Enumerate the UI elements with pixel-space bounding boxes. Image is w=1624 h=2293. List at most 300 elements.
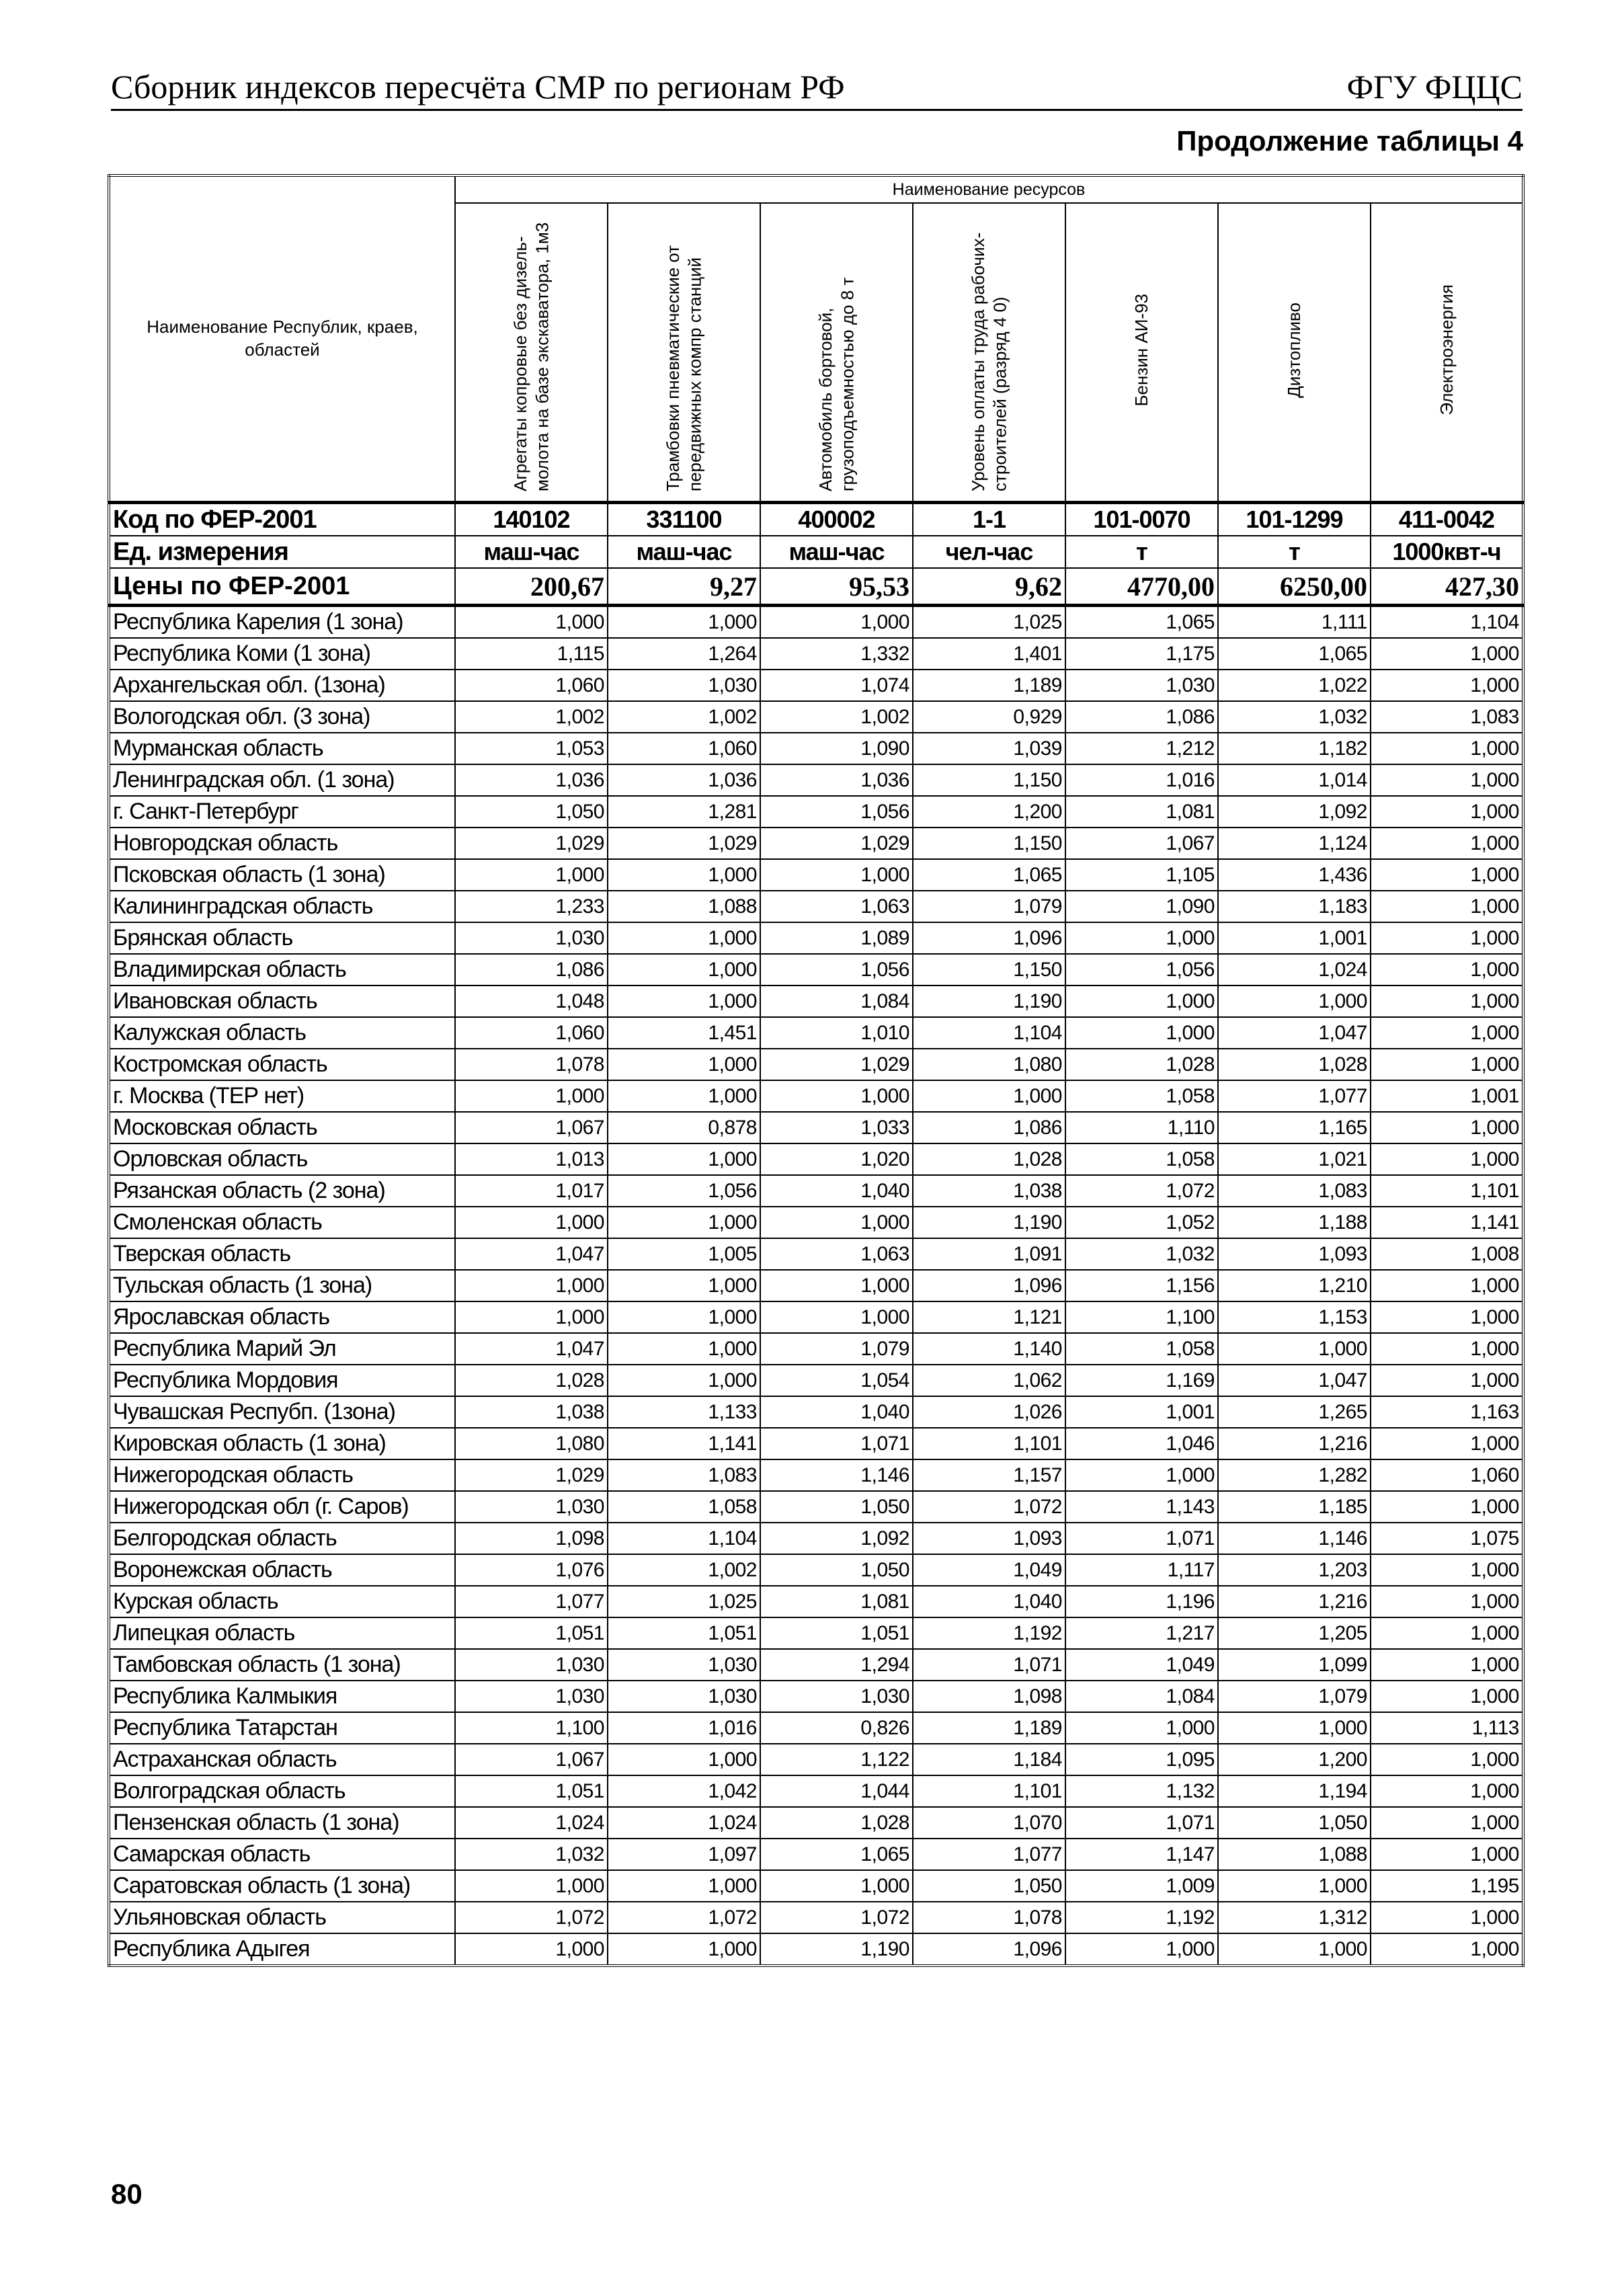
fer-price-row-value: 4770,00: [1065, 568, 1218, 606]
index-value-cell: 1,024: [455, 1807, 608, 1839]
table-row: [109, 1459, 1523, 1491]
table-row: [109, 1744, 1523, 1775]
table-row: [109, 828, 1523, 859]
region-name-cell: Республика Адыгея: [109, 1933, 455, 1966]
index-value-cell: 1,001: [1065, 1396, 1218, 1428]
index-value-cell: 1,030: [455, 1681, 608, 1712]
index-value-cell: 1,028: [913, 1143, 1065, 1175]
index-value-cell: 1,060: [455, 1017, 608, 1049]
index-value-cell: 1,216: [1218, 1428, 1371, 1459]
index-value-cell: 1,071: [1065, 1807, 1218, 1839]
region-name-cell: г. Москва (ТЕР нет): [109, 1080, 455, 1112]
region-name-cell: Архангельская обл. (1зона): [109, 670, 455, 701]
index-value-cell: 1,028: [455, 1365, 608, 1396]
index-value-cell: 1,000: [608, 1143, 760, 1175]
index-value-cell: 1,195: [1371, 1870, 1523, 1902]
index-value-cell: 1,000: [455, 606, 608, 639]
region-name-cell: Брянская область: [109, 922, 455, 954]
index-value-cell: 1,000: [1371, 1365, 1523, 1396]
resource-column-header: [913, 203, 1065, 503]
index-value-cell: 1,079: [760, 1333, 913, 1365]
fer-code-row-value: 140102: [455, 503, 608, 536]
index-value-cell: 1,058: [608, 1491, 760, 1523]
index-value-cell: 1,065: [1218, 638, 1371, 670]
region-name-cell: Республика Калмыкия: [109, 1681, 455, 1712]
region-name-cell: Псковская область (1 зона): [109, 859, 455, 891]
index-value-cell: 1,000: [608, 922, 760, 954]
region-name-cell: Калужская область: [109, 1017, 455, 1049]
unit-row-value: 1000квт-ч: [1371, 536, 1523, 568]
region-name-cell: Кировская область (1 зона): [109, 1428, 455, 1459]
index-value-cell: 1,000: [1371, 1649, 1523, 1681]
index-value-cell: 1,000: [1371, 891, 1523, 922]
table-row: [109, 891, 1523, 922]
index-value-cell: 1,075: [1371, 1523, 1523, 1554]
table-row: [109, 1807, 1523, 1839]
running-header: [111, 67, 1522, 111]
index-value-cell: 1,000: [1371, 1807, 1523, 1839]
table-row: [109, 1491, 1523, 1523]
index-value-cell: 1,000: [1065, 1459, 1218, 1491]
unit-row-value: маш-час: [455, 536, 608, 568]
index-value-cell: 1,000: [1371, 1491, 1523, 1523]
index-value-cell: 1,188: [1218, 1207, 1371, 1238]
index-value-cell: 1,016: [608, 1712, 760, 1744]
index-value-cell: 1,033: [760, 1112, 913, 1143]
index-value-cell: 1,133: [608, 1396, 760, 1428]
index-value-cell: 1,079: [913, 891, 1065, 922]
index-value-cell: 1,086: [913, 1112, 1065, 1143]
unit-row-value: маш-час: [760, 536, 913, 568]
index-value-cell: 1,071: [760, 1428, 913, 1459]
index-value-cell: 1,150: [913, 764, 1065, 796]
region-name-cell: Новгородская область: [109, 828, 455, 859]
index-value-cell: 1,000: [760, 1870, 913, 1902]
index-value-cell: 1,156: [1065, 1270, 1218, 1301]
index-value-cell: 1,099: [1218, 1649, 1371, 1681]
region-name-cell: Самарская область: [109, 1839, 455, 1870]
index-value-cell: 1,000: [1218, 1870, 1371, 1902]
table-row: [109, 638, 1523, 670]
index-value-cell: 1,013: [455, 1143, 608, 1175]
index-value-cell: 1,098: [455, 1523, 608, 1554]
region-name-cell: Ульяновская область: [109, 1902, 455, 1933]
index-value-cell: 1,183: [1218, 891, 1371, 922]
index-value-cell: 1,000: [1218, 1333, 1371, 1365]
fer-price-row-value: 427,30: [1371, 568, 1523, 606]
resources-header: Наименование ресурсов: [455, 175, 1523, 203]
index-value-cell: 1,030: [455, 1649, 608, 1681]
index-value-cell: 1,153: [1218, 1301, 1371, 1333]
index-value-cell: 1,084: [760, 985, 913, 1017]
table-row: [109, 1712, 1523, 1744]
index-value-cell: 1,028: [1065, 1049, 1218, 1080]
index-value-cell: 1,000: [608, 1080, 760, 1112]
region-name-cell: Республика Коми (1 зона): [109, 638, 455, 670]
index-value-cell: 1,000: [1371, 1428, 1523, 1459]
index-value-cell: 1,000: [1371, 670, 1523, 701]
index-value-cell: 1,052: [1065, 1207, 1218, 1238]
region-name-cell: Воронежская область: [109, 1554, 455, 1586]
index-value-cell: 1,040: [913, 1586, 1065, 1617]
region-name-cell: Ленинградская обл. (1 зона): [109, 764, 455, 796]
index-value-cell: 1,083: [1218, 1175, 1371, 1207]
index-value-cell: 1,000: [608, 859, 760, 891]
index-value-cell: 1,083: [608, 1459, 760, 1491]
index-value-cell: 1,008: [1371, 1238, 1523, 1270]
index-value-cell: 1,294: [760, 1649, 913, 1681]
region-name-cell: Пензенская область (1 зона): [109, 1807, 455, 1839]
index-value-cell: 1,030: [608, 670, 760, 701]
index-value-cell: 1,077: [913, 1839, 1065, 1870]
index-value-cell: 1,036: [455, 764, 608, 796]
region-name-cell: Ивановская область: [109, 985, 455, 1017]
index-value-cell: 1,000: [1218, 1712, 1371, 1744]
resource-column-label: Дизтопливо: [1284, 302, 1305, 398]
index-value-cell: 1,093: [913, 1523, 1065, 1554]
table-row: [109, 1238, 1523, 1270]
table-row: [109, 1617, 1523, 1649]
index-value-cell: 1,050: [760, 1491, 913, 1523]
index-value-cell: 1,000: [608, 1870, 760, 1902]
index-value-cell: 1,000: [1371, 1554, 1523, 1586]
fer-code-row-value: 1-1: [913, 503, 1065, 536]
index-value-cell: 1,190: [760, 1933, 913, 1966]
index-value-cell: 1,217: [1065, 1617, 1218, 1649]
region-name-cell: Владимирская область: [109, 954, 455, 985]
index-value-cell: 1,182: [1218, 733, 1371, 764]
index-value-cell: 1,088: [1218, 1839, 1371, 1870]
index-value-cell: 1,038: [455, 1396, 608, 1428]
index-value-cell: 1,000: [760, 606, 913, 639]
region-name-cell: Липецкая область: [109, 1617, 455, 1649]
index-value-cell: 1,312: [1218, 1902, 1371, 1933]
index-value-cell: 1,000: [608, 985, 760, 1017]
index-value-cell: 1,028: [1218, 1049, 1371, 1080]
resource-column-label: Бензин АИ-93: [1131, 293, 1152, 407]
index-value-cell: 1,000: [1371, 1933, 1523, 1966]
index-value-cell: 1,100: [1065, 1301, 1218, 1333]
index-value-cell: 1,047: [455, 1238, 608, 1270]
index-value-cell: 1,032: [1065, 1238, 1218, 1270]
index-value-cell: 1,122: [760, 1744, 913, 1775]
index-value-cell: 1,104: [608, 1523, 760, 1554]
index-value-cell: 1,146: [760, 1459, 913, 1491]
region-name-cell: Астраханская область: [109, 1744, 455, 1775]
index-value-cell: 1,184: [913, 1744, 1065, 1775]
table-row: [109, 606, 1523, 639]
index-value-cell: 1,050: [760, 1554, 913, 1586]
index-value-cell: 1,096: [913, 922, 1065, 954]
index-value-cell: 1,233: [455, 891, 608, 922]
index-value-cell: 1,058: [1065, 1143, 1218, 1175]
index-value-cell: 1,072: [1065, 1175, 1218, 1207]
region-name-cell: Белгородская область: [109, 1523, 455, 1554]
table-row: [109, 1017, 1523, 1049]
index-value-cell: 1,001: [1371, 1080, 1523, 1112]
index-value-cell: 1,000: [1371, 1333, 1523, 1365]
unit-row-value: маш-час: [608, 536, 760, 568]
table-row: [109, 1143, 1523, 1175]
table-row: [109, 922, 1523, 954]
page-number: 80: [111, 2178, 143, 2210]
index-value-cell: 0,826: [760, 1712, 913, 1744]
index-value-cell: 1,078: [913, 1902, 1065, 1933]
index-value-cell: 1,000: [1371, 985, 1523, 1017]
index-value-cell: 1,048: [455, 985, 608, 1017]
index-value-cell: 1,071: [913, 1649, 1065, 1681]
index-value-cell: 1,051: [760, 1617, 913, 1649]
index-value-cell: 1,000: [1218, 1933, 1371, 1966]
index-value-cell: 1,024: [1218, 954, 1371, 985]
region-name-cell: Ярославская область: [109, 1301, 455, 1333]
index-value-cell: 1,000: [1371, 1049, 1523, 1080]
index-value-cell: 1,000: [1065, 1933, 1218, 1966]
resource-column-header: [760, 203, 913, 503]
table-row: [109, 701, 1523, 733]
fer-code-row-value: 411-0042: [1371, 503, 1523, 536]
index-value-cell: 1,000: [913, 1080, 1065, 1112]
index-value-cell: 1,056: [760, 954, 913, 985]
index-value-cell: 1,121: [913, 1301, 1065, 1333]
index-value-cell: 1,000: [760, 859, 913, 891]
index-value-cell: 1,150: [913, 828, 1065, 859]
index-value-cell: 0,878: [608, 1112, 760, 1143]
region-name-cell: Волгоградская область: [109, 1775, 455, 1807]
index-value-cell: 1,076: [455, 1554, 608, 1586]
index-value-cell: 1,265: [1218, 1396, 1371, 1428]
resource-column-header: [455, 203, 608, 503]
index-value-cell: 1,000: [608, 1049, 760, 1080]
region-name-cell: Чувашская Респубп. (1зона): [109, 1396, 455, 1428]
index-value-cell: 1,063: [760, 891, 913, 922]
index-value-cell: 1,000: [1371, 1775, 1523, 1807]
fer-price-row-label: Цены по ФЕР-2001: [109, 568, 455, 606]
index-value-cell: 1,147: [1065, 1839, 1218, 1870]
table-row: [109, 1554, 1523, 1586]
fer-code-row: [109, 503, 1523, 536]
index-value-cell: 1,115: [455, 638, 608, 670]
organization-name: ФГУ ФЦЦС: [1346, 68, 1522, 106]
index-value-cell: 1,205: [1218, 1617, 1371, 1649]
index-value-cell: 1,046: [1065, 1428, 1218, 1459]
fer-code-row-value: 331100: [608, 503, 760, 536]
index-value-cell: 1,016: [1065, 764, 1218, 796]
index-value-cell: 1,049: [913, 1554, 1065, 1586]
table-row: [109, 985, 1523, 1017]
table-row: [109, 859, 1523, 891]
index-value-cell: 1,080: [455, 1428, 608, 1459]
index-value-cell: 1,002: [455, 701, 608, 733]
index-value-cell: 1,101: [1371, 1175, 1523, 1207]
index-value-cell: 1,063: [760, 1238, 913, 1270]
fer-price-row-value: 200,67: [455, 568, 608, 606]
index-value-cell: 1,080: [913, 1049, 1065, 1080]
index-value-cell: 1,000: [1371, 1112, 1523, 1143]
index-value-cell: 1,436: [1218, 859, 1371, 891]
index-value-cell: 1,203: [1218, 1554, 1371, 1586]
table-row: [109, 1428, 1523, 1459]
index-value-cell: 1,175: [1065, 638, 1218, 670]
index-value-cell: 1,032: [455, 1839, 608, 1870]
index-value-cell: 1,000: [608, 1744, 760, 1775]
index-value-cell: 1,054: [760, 1365, 913, 1396]
index-value-cell: 1,051: [608, 1617, 760, 1649]
index-value-cell: 1,092: [1218, 796, 1371, 828]
index-value-cell: 1,000: [455, 1933, 608, 1966]
index-value-cell: 1,005: [608, 1238, 760, 1270]
index-value-cell: 1,071: [1065, 1523, 1218, 1554]
index-value-cell: 1,196: [1065, 1586, 1218, 1617]
index-value-cell: 1,060: [608, 733, 760, 764]
table-row: [109, 796, 1523, 828]
index-value-cell: 1,029: [760, 1049, 913, 1080]
index-value-cell: 1,216: [1218, 1586, 1371, 1617]
index-value-cell: 1,047: [1218, 1017, 1371, 1049]
index-value-cell: 1,058: [1065, 1080, 1218, 1112]
index-value-cell: 1,090: [1065, 891, 1218, 922]
index-value-cell: 1,117: [1065, 1554, 1218, 1586]
index-value-cell: 1,078: [455, 1049, 608, 1080]
index-value-cell: 1,157: [913, 1459, 1065, 1491]
index-value-cell: 1,000: [760, 1301, 913, 1333]
index-value-cell: 1,058: [1065, 1333, 1218, 1365]
table-row: [109, 1301, 1523, 1333]
index-value-cell: 1,026: [913, 1396, 1065, 1428]
region-name-cell: Тамбовская область (1 зона): [109, 1649, 455, 1681]
index-value-cell: 1,044: [760, 1775, 913, 1807]
resource-column-label: Агрегаты копровые без дизель-молота на базе экскаватора, 1м3: [510, 222, 553, 491]
index-value-cell: 1,010: [760, 1017, 913, 1049]
table-row: [109, 954, 1523, 985]
table-row: [109, 1649, 1523, 1681]
index-value-cell: 1,029: [455, 1459, 608, 1491]
table-row: [109, 670, 1523, 701]
index-value-cell: 1,029: [760, 828, 913, 859]
index-value-cell: 1,000: [608, 1301, 760, 1333]
index-value-cell: 1,000: [1065, 985, 1218, 1017]
index-value-cell: 1,042: [608, 1775, 760, 1807]
index-value-cell: 1,189: [913, 670, 1065, 701]
index-value-cell: 1,090: [760, 733, 913, 764]
fer-price-row-value: 95,53: [760, 568, 913, 606]
table-row: [109, 1049, 1523, 1080]
index-value-cell: 1,051: [455, 1617, 608, 1649]
fer-code-row-value: 101-1299: [1218, 503, 1371, 536]
index-value-cell: 1,065: [760, 1839, 913, 1870]
index-value-cell: 1,332: [760, 638, 913, 670]
region-name-cell: Тульская область (1 зона): [109, 1270, 455, 1301]
region-name-cell: Республика Мордовия: [109, 1365, 455, 1396]
index-value-cell: 1,000: [1371, 1017, 1523, 1049]
index-value-cell: 1,000: [1371, 922, 1523, 954]
index-value-cell: 1,097: [608, 1839, 760, 1870]
index-value-cell: 1,000: [1065, 1712, 1218, 1744]
index-value-cell: 1,000: [455, 1207, 608, 1238]
fer-code-row-label: Код по ФЕР-2001: [109, 503, 455, 536]
index-value-cell: 1,039: [913, 733, 1065, 764]
index-value-cell: 1,200: [1218, 1744, 1371, 1775]
table-row: [109, 1270, 1523, 1301]
index-value-cell: 1,104: [913, 1017, 1065, 1049]
index-value-cell: 1,072: [608, 1902, 760, 1933]
index-value-cell: 1,000: [760, 1207, 913, 1238]
index-value-cell: 1,000: [1371, 764, 1523, 796]
index-value-cell: 1,200: [913, 796, 1065, 828]
index-value-cell: 1,029: [455, 828, 608, 859]
index-value-cell: 1,140: [913, 1333, 1065, 1365]
fer-price-row-value: 9,27: [608, 568, 760, 606]
index-value-cell: 1,000: [608, 1933, 760, 1966]
region-name-cell: Московская область: [109, 1112, 455, 1143]
index-value-cell: 1,060: [1371, 1459, 1523, 1491]
index-value-cell: 1,030: [608, 1681, 760, 1712]
resource-column-header: [1218, 203, 1371, 503]
index-value-cell: 1,000: [608, 1333, 760, 1365]
index-value-cell: 1,000: [455, 1301, 608, 1333]
index-value-cell: 1,093: [1218, 1238, 1371, 1270]
table-row: [109, 733, 1523, 764]
index-value-cell: 1,077: [455, 1586, 608, 1617]
index-value-cell: 1,051: [455, 1775, 608, 1807]
index-value-cell: 1,021: [1218, 1143, 1371, 1175]
index-value-cell: 1,165: [1218, 1112, 1371, 1143]
index-value-cell: 1,050: [1218, 1807, 1371, 1839]
index-value-cell: 1,000: [1371, 1902, 1523, 1933]
index-value-cell: 1,017: [455, 1175, 608, 1207]
index-value-cell: 1,190: [913, 1207, 1065, 1238]
index-value-cell: 1,000: [1371, 1143, 1523, 1175]
table-row: [109, 1523, 1523, 1554]
index-value-cell: 1,067: [455, 1112, 608, 1143]
index-value-cell: 1,000: [1371, 796, 1523, 828]
index-value-cell: 1,079: [1218, 1681, 1371, 1712]
index-value-cell: 1,022: [1218, 670, 1371, 701]
index-value-cell: 1,451: [608, 1017, 760, 1049]
index-value-cell: 1,000: [608, 1207, 760, 1238]
index-value-cell: 1,000: [455, 1870, 608, 1902]
table-row: [109, 1586, 1523, 1617]
index-value-cell: 1,040: [760, 1175, 913, 1207]
index-value-cell: 1,190: [913, 985, 1065, 1017]
table-row: [109, 1933, 1523, 1966]
index-value-cell: 1,000: [455, 859, 608, 891]
index-value-cell: 1,212: [1065, 733, 1218, 764]
index-value-cell: 1,000: [1371, 1681, 1523, 1712]
index-value-cell: 1,028: [760, 1807, 913, 1839]
index-value-cell: 1,192: [1065, 1902, 1218, 1933]
table-row: [109, 764, 1523, 796]
index-value-cell: 1,030: [455, 922, 608, 954]
index-value-cell: 1,096: [913, 1270, 1065, 1301]
index-value-cell: 1,086: [455, 954, 608, 985]
index-value-cell: 1,081: [760, 1586, 913, 1617]
region-name-cell: Калининградская область: [109, 891, 455, 922]
index-value-cell: 1,000: [1371, 733, 1523, 764]
index-value-cell: 1,050: [913, 1870, 1065, 1902]
index-value-cell: 1,000: [455, 1080, 608, 1112]
fer-code-row-value: 101-0070: [1065, 503, 1218, 536]
region-name-cell: Мурманская область: [109, 733, 455, 764]
index-value-cell: 1,192: [913, 1617, 1065, 1649]
index-value-cell: 1,264: [608, 638, 760, 670]
fer-price-row: [109, 568, 1523, 606]
region-name-cell: Курская область: [109, 1586, 455, 1617]
index-value-cell: 1,072: [455, 1902, 608, 1933]
region-name-cell: Тверская область: [109, 1238, 455, 1270]
table-row: [109, 1396, 1523, 1428]
region-name-cell: Саратовская область (1 зона): [109, 1870, 455, 1902]
